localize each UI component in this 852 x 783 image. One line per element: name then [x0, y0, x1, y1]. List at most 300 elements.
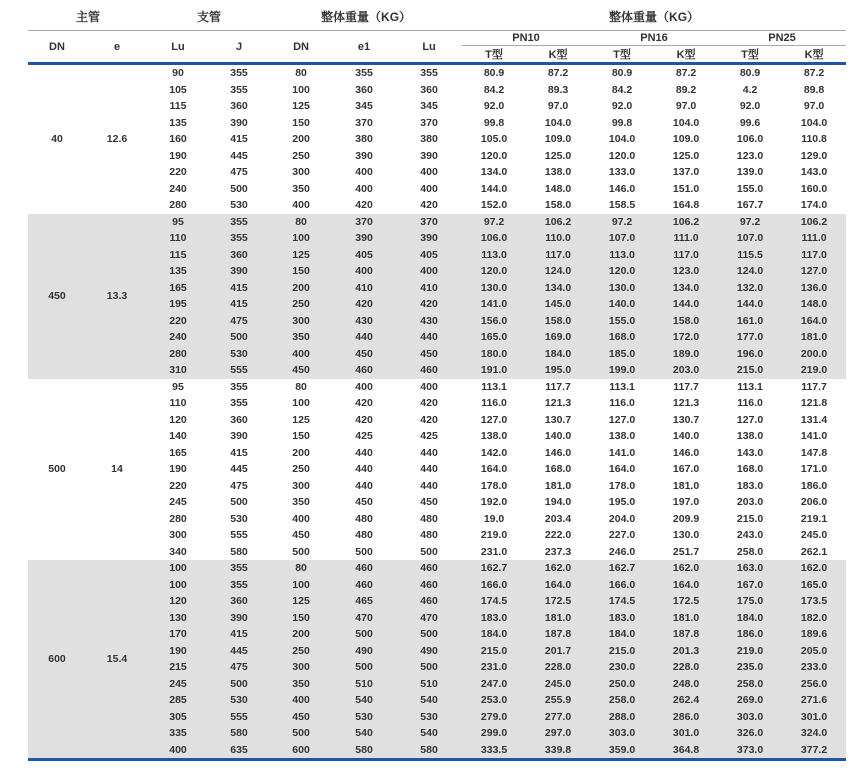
value-cell: 220	[169, 479, 187, 492]
value-cell: 117.7	[801, 380, 827, 393]
value-cell: 164.0	[480, 463, 508, 475]
value-cell: 530	[230, 199, 248, 211]
value-cell: 80.9	[611, 67, 633, 79]
value-cell: 152.0	[480, 199, 508, 211]
value-cell: 425	[355, 430, 373, 442]
value-cell: 144.0	[480, 182, 508, 195]
value-cell: 167.0	[718, 577, 782, 594]
value-cell: 359.0	[590, 742, 654, 760]
value-cell: 231.0	[480, 545, 508, 558]
value-cell: 19.0	[483, 512, 505, 525]
table-row	[28, 82, 846, 99]
value-cell: 460	[332, 577, 396, 594]
col-header-lu-1: Lu	[171, 40, 185, 53]
value-cell: 200	[292, 446, 310, 459]
value-cell: 95	[172, 380, 184, 393]
value-cell: 235.0	[718, 659, 782, 676]
value-cell: 500	[332, 626, 396, 643]
value-cell: 300	[169, 529, 187, 541]
value-cell: 115	[169, 100, 187, 112]
table-row	[28, 709, 846, 726]
value-cell: 113.0	[590, 247, 654, 264]
value-cell: 450	[270, 362, 332, 379]
value-cell: 219.0	[718, 643, 782, 660]
value-cell: 111.0	[654, 230, 718, 247]
value-cell: 333.5	[462, 742, 526, 760]
col-header-pn25: PN25	[718, 31, 846, 46]
value-cell: 400	[270, 692, 332, 709]
value-cell: 215.0	[462, 643, 526, 660]
table-row	[28, 115, 846, 132]
value-cell: 177.0	[718, 329, 782, 346]
value-cell: 245.0	[526, 676, 590, 693]
value-cell: 530	[208, 346, 270, 363]
value-cell: 201.3	[654, 643, 718, 660]
value-cell: 220	[148, 313, 208, 330]
value-cell: 245.0	[800, 529, 828, 541]
value-cell: 125.0	[544, 149, 572, 162]
value-cell: 420	[355, 199, 373, 211]
value-cell: 251.7	[672, 545, 700, 558]
value-cell: 400	[148, 742, 208, 760]
value-cell: 390	[230, 116, 248, 129]
value-cell: 194.0	[544, 496, 572, 508]
value-cell: 390	[420, 149, 438, 162]
value-cell: 143.0	[800, 166, 828, 178]
table-row	[28, 296, 846, 313]
value-cell: 166.0	[590, 577, 654, 594]
value-cell: 84.2	[611, 83, 633, 96]
value-cell: 390	[230, 430, 248, 442]
value-cell: 142.0	[480, 446, 508, 459]
value-cell: 340	[169, 545, 187, 558]
value-cell: 116.0	[481, 397, 507, 409]
value-cell: 500	[396, 626, 462, 643]
value-cell: 250	[292, 463, 310, 475]
table-row	[28, 626, 846, 643]
table-row	[28, 593, 846, 610]
value-cell: 262.1	[800, 545, 828, 558]
value-cell: 138.0	[544, 166, 572, 178]
value-cell: 80	[270, 214, 332, 231]
value-cell: 106.2	[654, 214, 718, 231]
value-cell: 360	[355, 83, 373, 96]
value-cell: 184.0	[462, 626, 526, 643]
value-cell: 162.7	[462, 560, 526, 577]
value-cell: 92.0	[611, 100, 633, 112]
value-cell: 165.0	[462, 329, 526, 346]
col-header-pn16: PN16	[590, 31, 718, 46]
table-row	[28, 148, 846, 165]
value-cell: 440	[420, 463, 438, 475]
value-cell: 151.0	[672, 182, 700, 195]
value-cell: 80	[295, 380, 307, 393]
value-cell: 125	[270, 247, 332, 264]
value-cell: 120.0	[462, 263, 526, 280]
value-cell: 215	[148, 659, 208, 676]
value-cell: 105	[169, 83, 187, 96]
table-row	[28, 395, 846, 412]
value-cell: 100	[148, 560, 208, 577]
table-row	[28, 461, 846, 478]
value-cell: 460	[396, 362, 462, 379]
header-branch-pipe: 支管	[148, 2, 270, 31]
value-cell: 130.0	[672, 529, 700, 541]
value-cell: 440	[396, 329, 462, 346]
value-cell: 141.0	[608, 446, 636, 459]
main-dn-cell: 40	[51, 133, 63, 145]
value-cell: 136.0	[782, 280, 846, 297]
value-cell: 185.0	[590, 346, 654, 363]
value-cell: 197.0	[672, 496, 700, 508]
col-header-pn16-t: T型	[613, 49, 631, 61]
table-row	[28, 725, 846, 742]
value-cell: 165.0	[782, 577, 846, 594]
value-cell: 500	[270, 725, 332, 742]
value-cell: 450	[332, 346, 396, 363]
value-cell: 200	[270, 280, 332, 297]
value-cell: 171.0	[800, 463, 828, 475]
value-cell: 90	[172, 67, 184, 79]
col-header-lu-2: Lu	[422, 40, 436, 53]
value-cell: 106.2	[782, 214, 846, 231]
value-cell: 121.8	[800, 397, 828, 409]
value-cell: 111.0	[782, 230, 846, 247]
value-cell: 139.0	[736, 166, 764, 178]
value-cell: 97.2	[590, 214, 654, 231]
value-cell: 97.0	[675, 100, 697, 112]
value-cell: 380	[420, 133, 438, 145]
value-cell: 475	[208, 313, 270, 330]
value-cell: 258.0	[736, 545, 764, 558]
value-cell: 262.4	[654, 692, 718, 709]
table-row	[28, 346, 846, 363]
value-cell: 150	[270, 263, 332, 280]
value-cell: 400	[292, 199, 310, 211]
value-cell: 140.0	[590, 296, 654, 313]
value-cell: 130.7	[672, 413, 700, 426]
value-cell: 350	[270, 676, 332, 693]
table-row	[28, 263, 846, 280]
value-cell: 490	[332, 643, 396, 660]
value-cell: 301.0	[782, 709, 846, 726]
value-cell: 191.0	[462, 362, 526, 379]
value-cell: 187.8	[654, 626, 718, 643]
value-cell: 450	[396, 346, 462, 363]
value-cell: 285	[148, 692, 208, 709]
value-cell: 156.0	[462, 313, 526, 330]
value-cell: 339.8	[526, 742, 590, 760]
value-cell: 303.0	[590, 725, 654, 742]
value-cell: 255.9	[526, 692, 590, 709]
value-cell: 355	[355, 67, 373, 79]
value-cell: 355	[230, 397, 248, 409]
value-cell: 500	[355, 545, 373, 558]
col-header-pn10-t: T型	[485, 49, 503, 61]
value-cell: 530	[208, 692, 270, 709]
value-cell: 230.0	[590, 659, 654, 676]
value-cell: 113.1	[737, 380, 763, 393]
value-cell: 97.0	[547, 100, 569, 112]
value-cell: 162.0	[526, 560, 590, 577]
value-cell: 465	[332, 593, 396, 610]
value-cell: 168.0	[590, 329, 654, 346]
value-cell: 310	[148, 362, 208, 379]
value-cell: 460	[396, 560, 462, 577]
value-cell: 130	[148, 610, 208, 627]
value-cell: 99.6	[739, 116, 761, 129]
main-e-cell: 13.3	[86, 214, 148, 379]
value-cell: 405	[332, 247, 396, 264]
value-cell: 166.0	[462, 577, 526, 594]
value-cell: 203.4	[544, 512, 572, 525]
value-cell: 155.0	[590, 313, 654, 330]
value-cell: 500	[332, 659, 396, 676]
value-cell: 124.0	[526, 263, 590, 280]
value-cell: 209.9	[672, 512, 700, 525]
value-cell: 400	[420, 182, 438, 195]
spec-table	[28, 2, 846, 761]
value-cell: 200.0	[782, 346, 846, 363]
value-cell: 480	[355, 512, 373, 525]
value-cell: 206.0	[800, 496, 828, 508]
value-cell: 183.0	[590, 610, 654, 627]
value-cell: 150	[292, 430, 310, 442]
value-cell: 4.2	[742, 83, 758, 96]
value-cell: 258.0	[718, 676, 782, 693]
value-cell: 150	[292, 116, 310, 129]
value-cell: 415	[230, 133, 248, 145]
value-cell: 145.0	[526, 296, 590, 313]
value-cell: 205.0	[782, 643, 846, 660]
value-cell: 370	[420, 116, 438, 129]
value-cell: 345	[355, 100, 373, 112]
main-dn-cell: 500	[48, 463, 66, 475]
value-cell: 635	[208, 742, 270, 760]
col-header-dn-branch: DN	[293, 40, 309, 53]
value-cell: 138.0	[608, 430, 636, 442]
table-row	[28, 610, 846, 627]
value-cell: 475	[208, 659, 270, 676]
value-cell: 110.0	[526, 230, 590, 247]
value-cell: 245	[169, 496, 187, 508]
value-cell: 120	[148, 593, 208, 610]
value-cell: 106.0	[736, 133, 764, 145]
value-cell: 158.0	[654, 313, 718, 330]
value-cell: 400	[396, 263, 462, 280]
value-cell: 555	[208, 709, 270, 726]
value-cell: 299.0	[462, 725, 526, 742]
value-cell: 219.0	[480, 529, 508, 541]
value-cell: 169.0	[526, 329, 590, 346]
value-cell: 116.0	[609, 397, 635, 409]
value-cell: 148.0	[544, 182, 572, 195]
value-cell: 195.0	[608, 496, 636, 508]
value-cell: 104.0	[800, 116, 828, 129]
value-cell: 125	[292, 100, 310, 112]
value-cell: 300	[292, 166, 310, 178]
value-cell: 580	[332, 742, 396, 760]
value-cell: 117.0	[654, 247, 718, 264]
value-cell: 390	[355, 149, 373, 162]
value-cell: 269.0	[718, 692, 782, 709]
value-cell: 130.0	[462, 280, 526, 297]
table-row	[28, 742, 846, 760]
value-cell: 113.1	[609, 380, 635, 393]
value-cell: 84.2	[483, 83, 505, 96]
value-cell: 445	[230, 149, 248, 162]
value-cell: 355	[230, 380, 248, 393]
value-cell: 222.0	[544, 529, 572, 541]
value-cell: 500	[208, 676, 270, 693]
value-cell: 87.2	[675, 67, 697, 79]
value-cell: 181.0	[544, 479, 572, 492]
value-cell: 120.0	[480, 149, 508, 162]
value-cell: 480	[420, 529, 438, 541]
value-cell: 355	[208, 230, 270, 247]
value-cell: 355	[230, 83, 248, 96]
value-cell: 99.8	[611, 116, 633, 129]
value-cell: 245	[148, 676, 208, 693]
value-cell: 199.0	[590, 362, 654, 379]
value-cell: 80.9	[483, 67, 505, 79]
value-cell: 350	[292, 182, 310, 195]
value-cell: 164.0	[608, 463, 636, 475]
value-cell: 80	[270, 560, 332, 577]
value-cell: 248.0	[654, 676, 718, 693]
value-cell: 475	[230, 166, 248, 178]
value-cell: 160	[169, 133, 187, 145]
table-row	[28, 527, 846, 544]
value-cell: 360	[208, 593, 270, 610]
col-header-e: e	[113, 40, 121, 53]
value-cell: 190	[169, 463, 187, 475]
value-cell: 167.0	[672, 463, 700, 475]
value-cell: 133.0	[608, 166, 636, 178]
value-cell: 300	[292, 479, 310, 492]
table-row	[28, 494, 846, 511]
value-cell: 121.3	[544, 397, 572, 409]
value-cell: 390	[396, 230, 462, 247]
value-cell: 121.3	[672, 397, 700, 409]
value-cell: 215.0	[590, 643, 654, 660]
value-cell: 161.0	[718, 313, 782, 330]
header-row-columns	[28, 31, 846, 46]
table-body	[28, 64, 846, 760]
table-row	[28, 131, 846, 148]
value-cell: 110	[148, 230, 208, 247]
value-cell: 183.0	[736, 479, 764, 492]
table-row	[28, 643, 846, 660]
value-cell: 510	[396, 676, 462, 693]
value-cell: 440	[355, 463, 373, 475]
value-cell: 440	[420, 479, 438, 492]
value-cell: 231.0	[462, 659, 526, 676]
value-cell: 540	[396, 725, 462, 742]
table-header	[28, 2, 846, 64]
col-header-dn-main: DN	[49, 40, 65, 53]
table-row	[28, 214, 846, 231]
value-cell: 174.5	[462, 593, 526, 610]
value-cell: 460	[332, 362, 396, 379]
value-cell: 178.0	[480, 479, 508, 492]
table-row	[28, 329, 846, 346]
value-cell: 107.0	[590, 230, 654, 247]
value-cell: 203.0	[736, 496, 764, 508]
value-cell: 355	[420, 67, 438, 79]
value-cell: 184.0	[590, 626, 654, 643]
value-cell: 115.5	[718, 247, 782, 264]
table-row	[28, 692, 846, 709]
value-cell: 127.0	[480, 413, 508, 426]
value-cell: 184.0	[718, 610, 782, 627]
value-cell: 440	[420, 446, 438, 459]
value-cell: 80.9	[739, 67, 761, 79]
value-cell: 280	[148, 346, 208, 363]
value-cell: 415	[208, 296, 270, 313]
table-row	[28, 98, 846, 115]
value-cell: 95	[148, 214, 208, 231]
value-cell: 173.5	[782, 593, 846, 610]
value-cell: 172.5	[526, 593, 590, 610]
value-cell: 250.0	[590, 676, 654, 693]
value-cell: 183.0	[462, 610, 526, 627]
value-cell: 580	[230, 545, 248, 558]
value-cell: 430	[396, 313, 462, 330]
value-cell: 172.5	[654, 593, 718, 610]
value-cell: 215.0	[736, 512, 764, 525]
value-cell: 117.7	[545, 380, 571, 393]
value-cell: 530	[396, 709, 462, 726]
value-cell: 440	[332, 329, 396, 346]
table-row	[28, 478, 846, 495]
value-cell: 400	[420, 166, 438, 178]
table-row	[28, 64, 846, 82]
value-cell: 109.0	[672, 133, 700, 145]
value-cell: 228.0	[526, 659, 590, 676]
value-cell: 480	[355, 529, 373, 541]
table-row	[28, 362, 846, 379]
table-row	[28, 445, 846, 462]
value-cell: 99.8	[483, 116, 505, 129]
col-header-pn16-k: K型	[676, 49, 696, 61]
value-cell: 360	[208, 247, 270, 264]
value-cell: 104.0	[672, 116, 700, 129]
value-cell: 400	[420, 380, 438, 393]
value-cell: 180.0	[462, 346, 526, 363]
value-cell: 97.0	[803, 100, 825, 112]
value-cell: 286.0	[654, 709, 718, 726]
value-cell: 80	[295, 67, 307, 79]
value-cell: 125	[270, 593, 332, 610]
value-cell: 360	[230, 100, 248, 112]
value-cell: 425	[420, 430, 438, 442]
value-cell: 420	[355, 397, 373, 409]
value-cell: 355	[208, 577, 270, 594]
header-main-pipe: 主管	[28, 2, 148, 31]
value-cell: 400	[332, 263, 396, 280]
value-cell: 135	[148, 263, 208, 280]
value-cell: 158.5	[608, 199, 636, 211]
value-cell: 165	[148, 280, 208, 297]
value-cell: 106.2	[526, 214, 590, 231]
value-cell: 134.0	[654, 280, 718, 297]
value-cell: 500	[396, 659, 462, 676]
value-cell: 460	[332, 560, 396, 577]
main-dn-cell: 450	[28, 214, 86, 379]
value-cell: 540	[396, 692, 462, 709]
table-row	[28, 181, 846, 198]
